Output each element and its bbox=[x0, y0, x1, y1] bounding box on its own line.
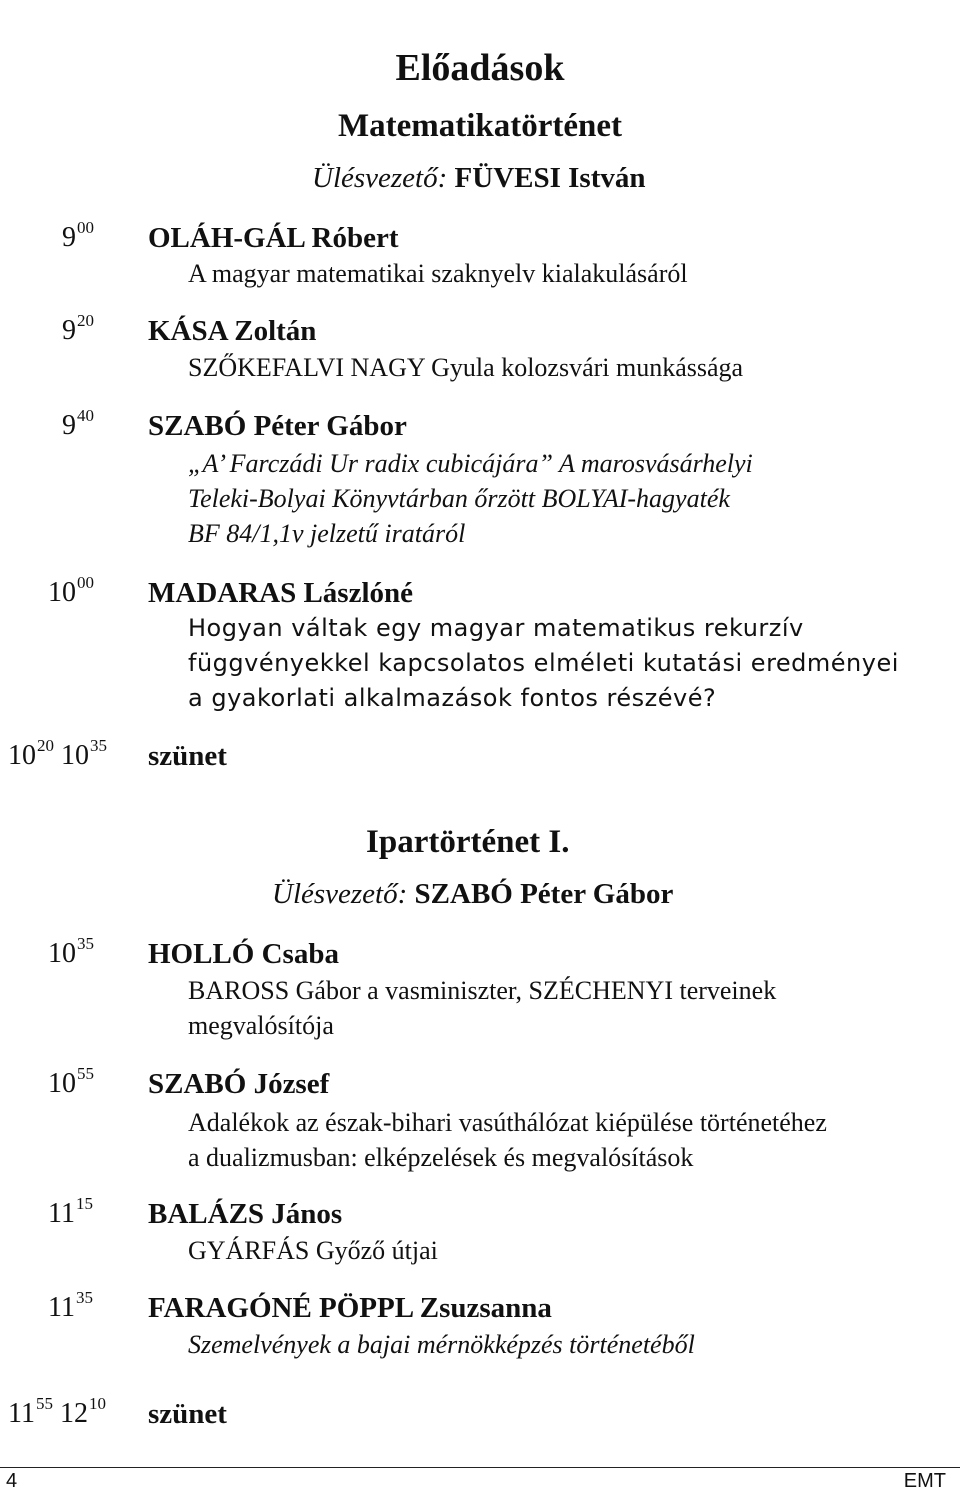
talk-time: $10^{35}$ bbox=[48, 934, 94, 969]
talk-title: A magyar matematikai szaknyelv kialakulásáról bbox=[188, 259, 688, 288]
footer-publisher: EMT bbox=[903, 1470, 946, 1492]
talk-speaker: OLÁH-GÁL Róbert bbox=[148, 222, 399, 254]
talk-title: Szemelvények a bajai mérnökképzés történetéből bbox=[188, 1330, 695, 1359]
talk-title: SZŐKEFALVI NAGY Gyula kolozsvári munkássága bbox=[188, 353, 744, 382]
talk-time: $11^{15}$ bbox=[48, 1194, 93, 1229]
talk-title: BAROSS Gábor a vasminiszter, SZÉCHENYI terveinek megvalósítója bbox=[188, 976, 777, 1040]
talk-time: $9^{00}$ bbox=[62, 218, 94, 253]
chair-label: Ülésvezető: bbox=[272, 878, 408, 910]
talk-title: „A’ Farczádi Ur radix cubicájára” A marosvásárhelyi Teleki-Bolyai Könyvtárban őrzött BOLYAI-hagyaték BF 84/1,1v jelzetű iratáról bbox=[188, 449, 753, 548]
talk-time: $11^{35}$ bbox=[48, 1288, 93, 1323]
talk-speaker: SZABÓ Péter Gábor bbox=[148, 410, 407, 442]
talk-time: $9^{20}$ bbox=[62, 311, 94, 346]
talk-title: GYÁRFÁS Győző útjai bbox=[188, 1236, 438, 1265]
break-time: $11^{55}$ $12^{10}$ bbox=[8, 1394, 106, 1429]
break-label: szünet bbox=[148, 1398, 227, 1430]
break-label: szünet bbox=[148, 740, 227, 772]
break-time: $10^{20}$ $10^{35}$ bbox=[8, 736, 107, 771]
session-chair-1 bbox=[312, 162, 646, 195]
footer-rule bbox=[0, 1467, 960, 1468]
talk-time: $10^{00}$ bbox=[48, 573, 94, 608]
section-heading-matematikatortenet: Matematikatörténet bbox=[337, 108, 623, 144]
talk-time: $9^{40}$ bbox=[62, 406, 94, 441]
talk-speaker: BALÁZS János bbox=[148, 1198, 343, 1230]
page-title: Előadások bbox=[395, 47, 565, 89]
talk-time: $10^{55}$ bbox=[48, 1064, 94, 1099]
talk-speaker: SZABÓ József bbox=[148, 1068, 330, 1100]
chair-label: Ülésvezető: bbox=[312, 162, 448, 194]
page-number: 4 bbox=[6, 1470, 18, 1492]
talk-title: Hogyan váltak egy magyar matematikus rekurzív függvényekkel kapcsolatos elméleti kutatási eredményei a gyakorlati alkalmazások fontos részévé? bbox=[188, 614, 899, 712]
session-chair-2 bbox=[272, 878, 673, 911]
chair-name: FÜVESI István bbox=[454, 162, 646, 194]
talk-speaker: MADARAS Lászlóné bbox=[148, 577, 414, 609]
section-heading-ipartortenet: Ipartörténet I. bbox=[366, 824, 570, 860]
talk-title: Adalékok az észak-bihari vasúthálózat kiépülése történetéhez a dualizmusban: elképzelések és megvalósítások bbox=[188, 1108, 827, 1172]
talk-speaker: FARAGÓNÉ PÖPPL Zsuzsanna bbox=[148, 1292, 552, 1324]
talk-speaker: HOLLÓ Csaba bbox=[148, 938, 339, 970]
talk-speaker: KÁSA Zoltán bbox=[148, 315, 317, 347]
chair-name: SZABÓ Péter Gábor bbox=[414, 878, 674, 910]
